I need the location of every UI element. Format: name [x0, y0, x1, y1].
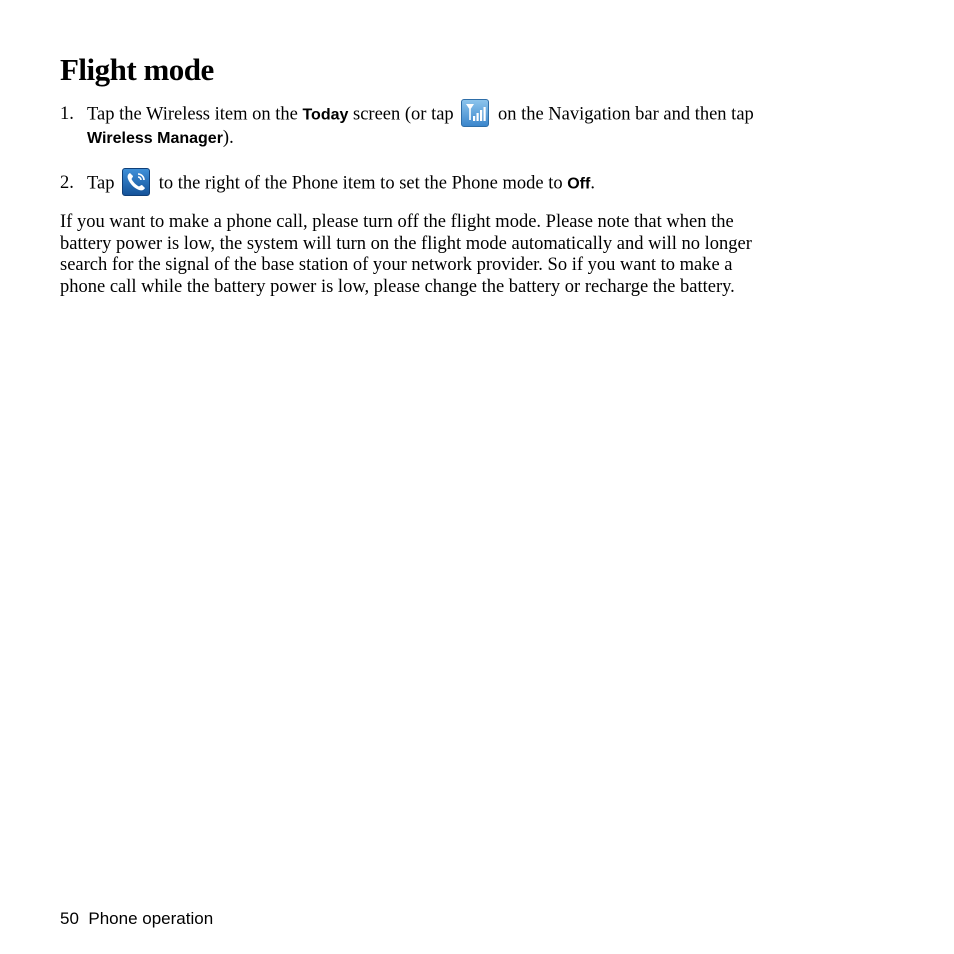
step-2-text-c: .	[590, 173, 595, 194]
page-number: 50	[60, 909, 79, 928]
footer-section: Phone operation	[88, 909, 214, 928]
step-1-text-a: Tap the Wireless item on the	[87, 104, 303, 125]
today-term: Today	[302, 106, 349, 124]
note-line-1: If you want to make a phone call, please turn off the flight mode. Please note that when the	[60, 212, 734, 232]
phone-handset-icon	[122, 168, 150, 196]
off-term: Off	[567, 175, 591, 193]
flight-mode-note	[60, 212, 860, 298]
page-title: Flight mode	[60, 52, 214, 87]
note-line-4: phone call while the battery power is low, please change the battery or recharge the battery.	[60, 276, 735, 297]
wireless-manager-term: Wireless Manager	[87, 130, 223, 147]
step-1-text-c: on the Navigation bar and then tap	[493, 104, 754, 125]
step-2-text-b: to the right of the Phone item to set the Phone mode to	[154, 173, 568, 194]
note-line-2: battery power is low, the system will turn on the flight mode automatically and will no longer	[60, 233, 752, 254]
step-1-text-b: screen (or tap	[348, 104, 459, 125]
step-1-text-d: ).	[222, 128, 234, 148]
wireless-signal-icon	[461, 99, 489, 127]
note-line-3: search for the signal of the base station of your network provider. So if you want to make a	[60, 255, 733, 275]
step-1-body	[87, 103, 867, 150]
step-2-body	[87, 172, 867, 196]
page-footer	[60, 908, 213, 930]
step-2-number: 2.	[60, 173, 74, 193]
step-2-text-a: Tap	[87, 173, 120, 194]
step-1-number: 1.	[60, 104, 74, 124]
